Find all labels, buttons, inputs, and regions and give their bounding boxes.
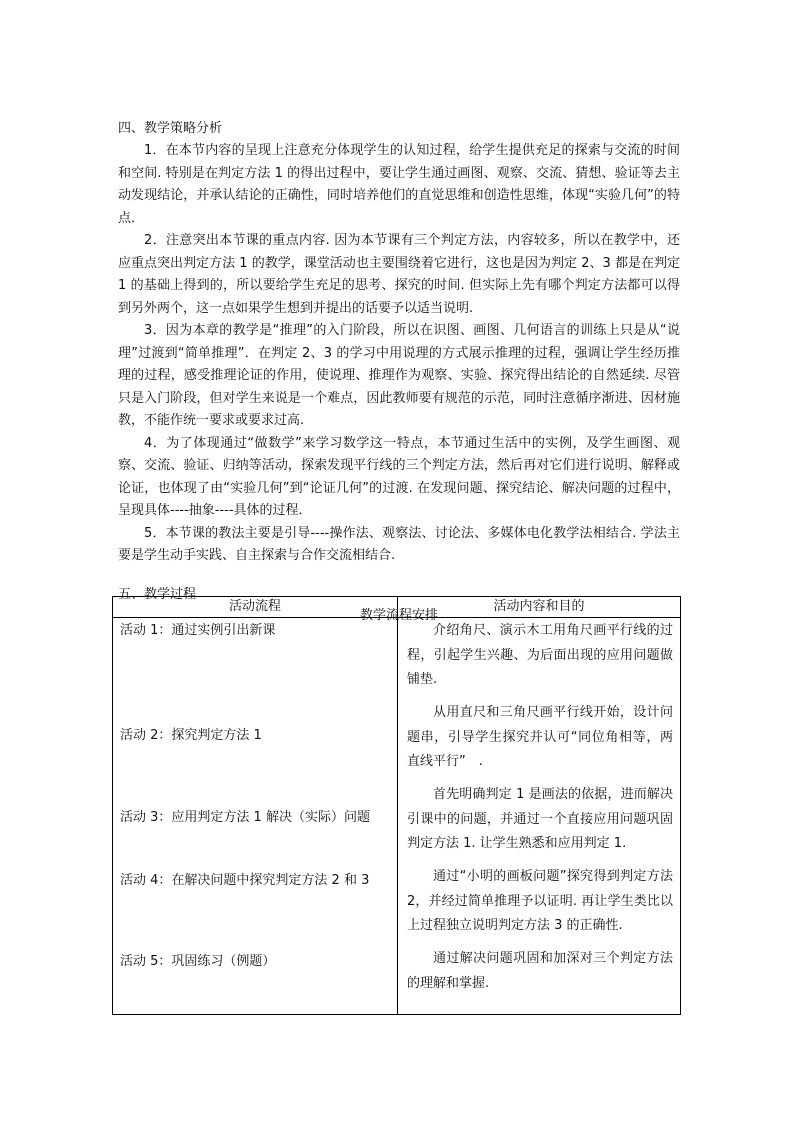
table-body-row (113, 618, 681, 1015)
teaching-flow-table (112, 596, 681, 1015)
column-header-content: 活动内容和目的 (398, 597, 681, 618)
activity-column (113, 618, 398, 1015)
activity-1-content: 介绍角尺、演示木工用角尺画平行线的过程，引起学生兴趣、为后面出现的应用问题做铺垫. (407, 623, 673, 687)
activity-2-content: 从用直尺和三角尺画平行线开始，设计问题串，引导学生探究并认可“同位角相等，两直线平行” . (407, 705, 673, 769)
table-caption: 教学流程安排 (359, 607, 438, 623)
activity-4: 活动 4：在解决问题中探究判定方法 2 和 3 (120, 873, 370, 888)
activity-1: 活动 1：通过实例引出新课 (120, 623, 276, 638)
strategy-paragraph-5: 5．本节课的教法主要是引导----操作法、观察法、讨论法、多媒体电化教学法相结合. 学法主要是学生动手实践、自主探索与合作交流相结合. (118, 525, 680, 563)
strategy-paragraph-3: 3．因为本章的教学是“推理”的入门阶段，所以在识图、画图、几何语言的训练上只是从“说理”过渡到“简单推理”．在判定 2、3 的学习中用说理的方式展示推理的过程，强调让学生经历推理的过程，感受推理论证的作用，使说理、推理作为观察、实验、探究得出结论的自然延续. 尽管只是入门阶段，但对学生来说是一个难点，因此教师要有规范的示范，同时注意循序渐进、因材施教，不能作统一要求或要求过高. (118, 323, 680, 428)
activity-3-content: 首先明确判定 1 是画法的依据，进而解决引课中的问题，并通过一个直接应用问题巩固判定方法 1. 让学生熟悉和应用判定 1. (407, 787, 673, 851)
column-header-activity: 活动流程 (113, 597, 398, 618)
table-header-row (113, 597, 681, 618)
activity-4-content: 通过“小明的画板问题”探究得到判定方法 2，并经过简单推理予以证明. 再让学生类比以上过程独立说明判定方法 3 的正确性. (407, 869, 673, 933)
activity-3: 活动 3：应用判定方法 1 解决（实际）问题 (120, 810, 370, 825)
strategy-paragraph-1: 1．在本节内容的呈现上注意充分体现学生的认知过程，给学生提供充足的探索与交流的时间和空间. 特别是在判定方法 1 的得出过程中，要让学生通过画图、观察、交流、猜想、验证等去主动发现结论，并承认结论的正确性，同时培养他们的直觉思维和创造性思维，体现“实验几何”的特点． (118, 143, 680, 226)
activity-5: 活动 5：巩固练习（例题） (120, 954, 276, 969)
content-column (398, 618, 681, 1015)
section-5-title: 五、教学过程 (118, 586, 197, 602)
section-4-title: 四、教学策略分析 (118, 121, 223, 136)
section-4 (118, 118, 680, 626)
activity-2: 活动 2：探究判定方法 1 (120, 728, 262, 743)
strategy-paragraph-2: 2．注意突出本节课的重点内容. 因为本节课有三个判定方法，内容较多，所以在教学中，还应重点突出判定方法 1 的教学，课堂活动也主要围绕着它进行，这也是因为判定 2、3 都是在判定 1 的基础上得到的，所以要给学生充足的思考、探究的时间. 但实际上先有哪个判定方法都可以得到另外两个，这一点如果学生想到并提出的话要予以适当说明. (118, 233, 680, 316)
activity-5-content: 通过解决问题巩固和加深对三个判定方法的理解和掌握. (407, 951, 673, 991)
strategy-paragraph-4: 4．为了体现通过“做数学”来学习数学这一特点，本节通过生活中的实例，及学生画图、观察、交流、验证、归纳等活动，探索发现平行线的三个判定方法，然后再对它们进行说明、解释或论证，也体现了由“实验几何”到“论证几何”的过渡. 在发现问题、探究结论、解决问题的过程中，呈现具体----抽象----具体的过程． (118, 435, 680, 518)
